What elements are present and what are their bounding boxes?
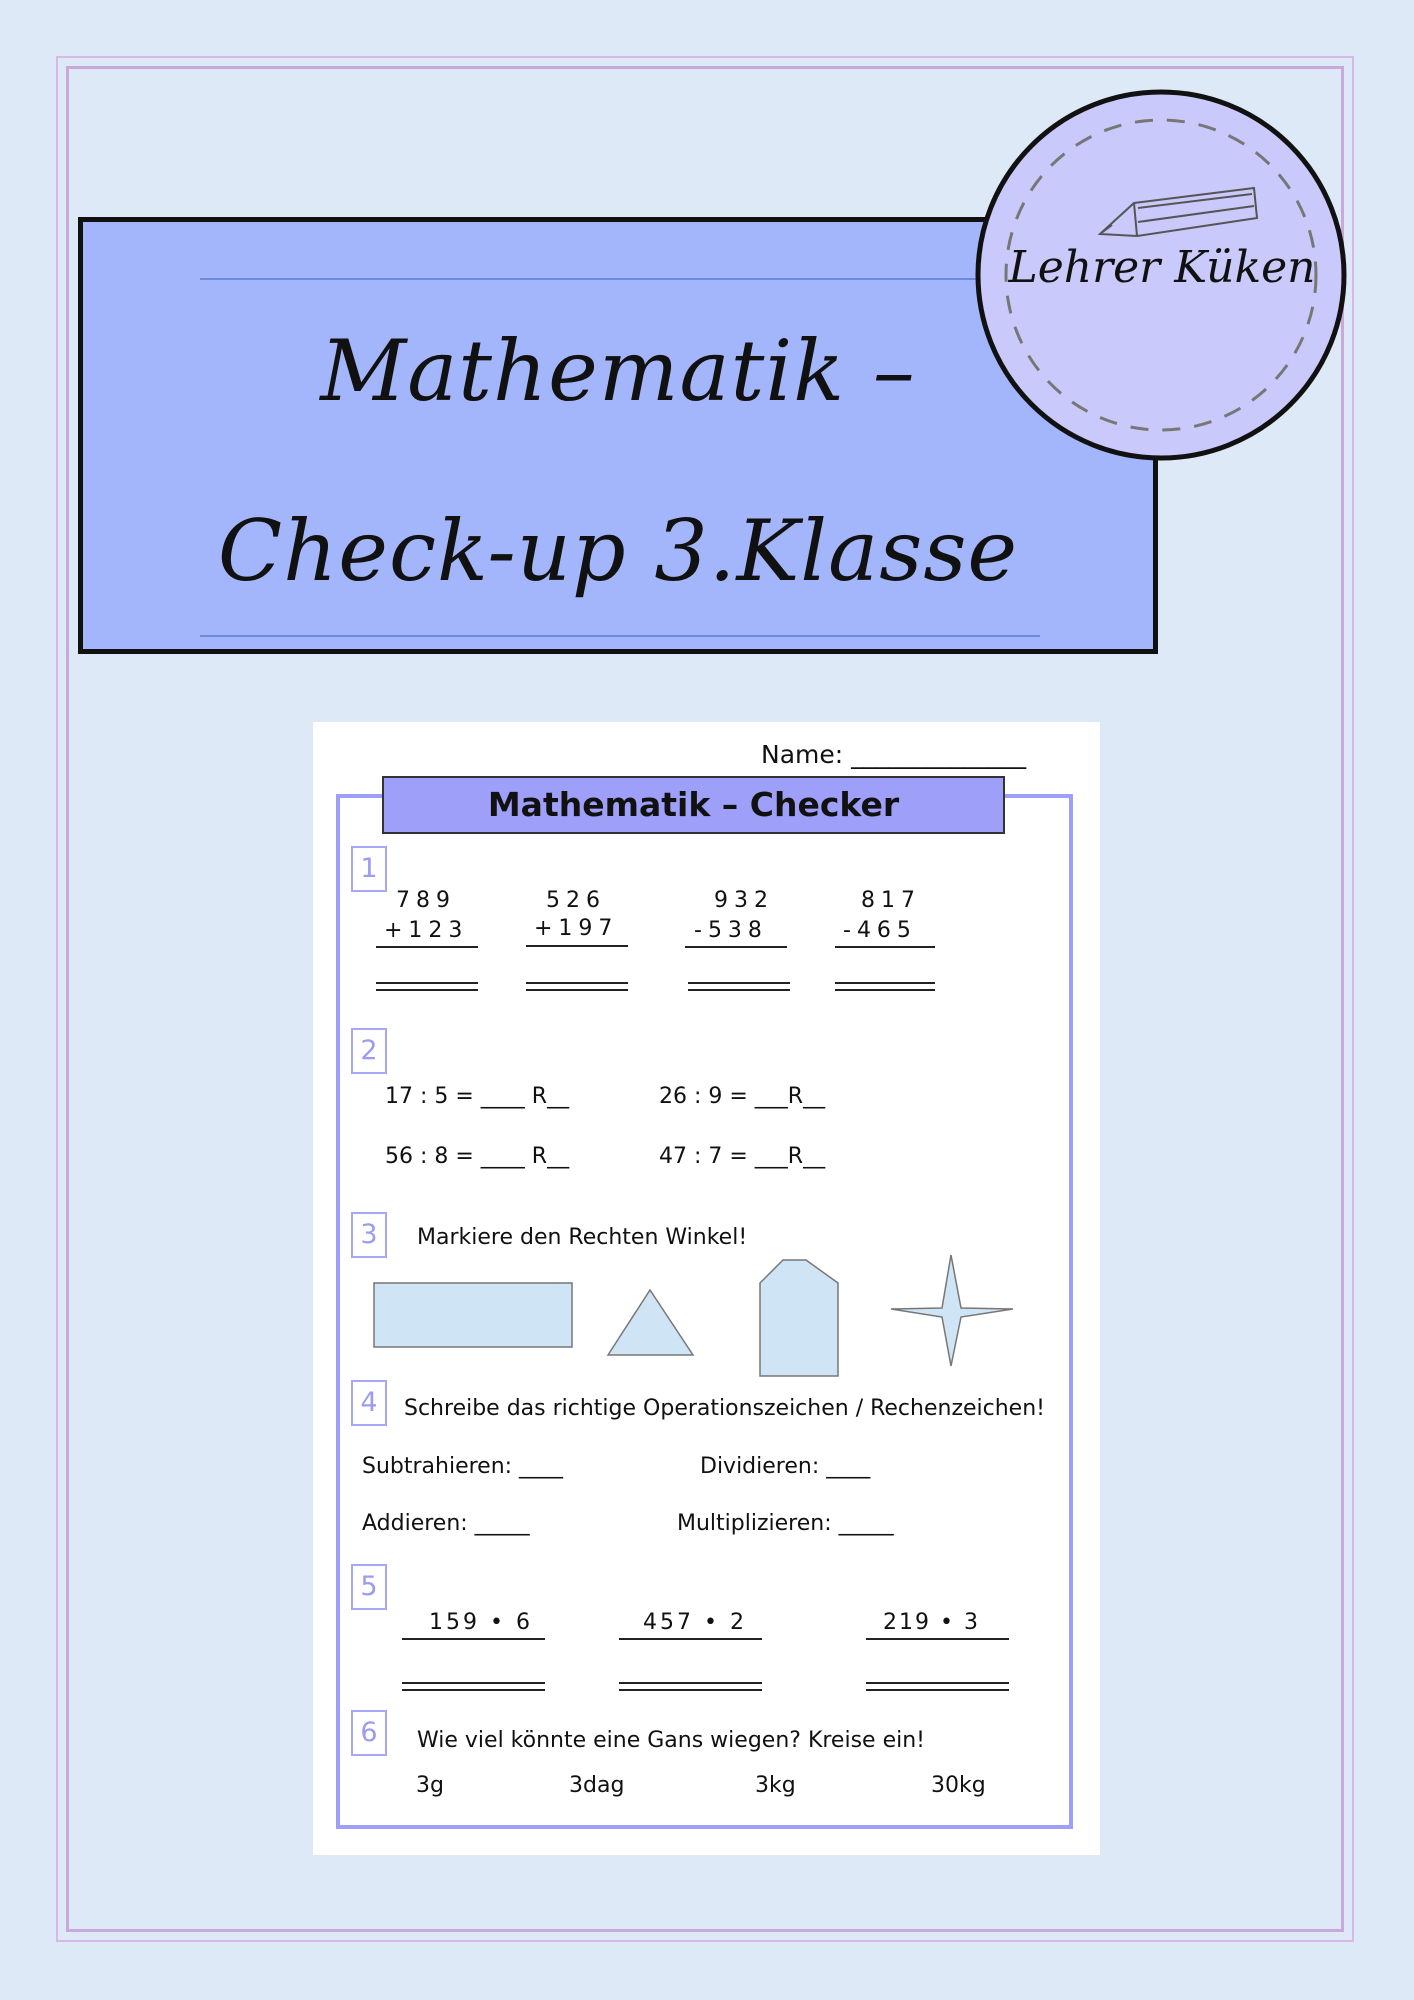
- problem-1-bottom: +123: [384, 918, 469, 943]
- worksheet-title: Mathematik – Checker: [382, 776, 1005, 834]
- operation-divide: Dividieren: ____: [700, 1454, 871, 1479]
- task-number-6: 6: [351, 1710, 387, 1756]
- pentagon-shape: [760, 1260, 838, 1376]
- task-number-2: 2: [351, 1028, 387, 1074]
- task-number-1: 1: [351, 846, 387, 892]
- multiplication-1: 159 • 6: [429, 1610, 533, 1635]
- problem-4-top: 817: [861, 888, 921, 913]
- title-bottom-rule: [200, 635, 1040, 637]
- task-number-4: 4: [351, 1380, 387, 1426]
- weight-option-3dag: 3dag: [569, 1773, 625, 1798]
- division-4: 47 : 7 = ___R__: [659, 1144, 826, 1169]
- star-shape: [891, 1255, 1013, 1366]
- problem-3-bottom: -538: [694, 918, 768, 943]
- multiplication-1-line: [402, 1638, 545, 1640]
- problem-2-top: 526: [546, 888, 606, 913]
- multiplication-1-answer-line: [402, 1682, 545, 1691]
- multiplication-2-line: [619, 1638, 762, 1640]
- problem-1-top: 789: [396, 888, 456, 913]
- cover-title-line1: Mathematik –: [320, 322, 916, 420]
- multiplication-2-answer-line: [619, 1682, 762, 1691]
- logo-text: Lehrer Küken: [1008, 242, 1316, 293]
- weight-option-3kg: 3kg: [755, 1773, 796, 1798]
- operation-subtract: Subtrahieren: ____: [362, 1454, 564, 1479]
- task-number-3: 3: [351, 1212, 387, 1258]
- weight-option-30kg: 30kg: [931, 1773, 986, 1798]
- task-4-instruction: Schreibe das richtige Operationszeichen / Rechenzeichen!: [404, 1396, 1045, 1421]
- lehrer-kueken-logo: [972, 86, 1350, 464]
- operation-multiply: Multiplizieren: _____: [677, 1511, 894, 1536]
- problem-4-bottom: -465: [843, 918, 917, 943]
- task-6-instruction: Wie viel könnte eine Gans wiegen? Kreise ein!: [417, 1728, 925, 1753]
- multiplication-3-line: [866, 1638, 1009, 1640]
- weight-option-3g: 3g: [416, 1773, 444, 1798]
- worksheet-preview: [313, 722, 1100, 1855]
- division-2: 26 : 9 = ___R__: [659, 1084, 826, 1109]
- title-top-rule: [200, 278, 1040, 280]
- task-number-5: 5: [351, 1564, 387, 1610]
- cover-title-line2: Check-up 3.Klasse: [217, 502, 1019, 600]
- rectangle-shape: [374, 1283, 572, 1347]
- division-3: 56 : 8 = ____ R__: [385, 1144, 570, 1169]
- multiplication-3-answer-line: [866, 1682, 1009, 1691]
- operation-add: Addieren: _____: [362, 1511, 530, 1536]
- multiplication-2: 457 • 2: [643, 1610, 747, 1635]
- problem-2-bottom: +197: [534, 916, 619, 941]
- task-3-instruction: Markiere den Rechten Winkel!: [417, 1225, 748, 1250]
- multiplication-3: 219 • 3: [883, 1610, 980, 1635]
- division-1: 17 : 5 = ____ R__: [385, 1084, 570, 1109]
- name-field-label: Name: ______________: [761, 740, 1027, 769]
- triangle-shape: [608, 1290, 693, 1355]
- problem-3-top: 932: [714, 888, 774, 913]
